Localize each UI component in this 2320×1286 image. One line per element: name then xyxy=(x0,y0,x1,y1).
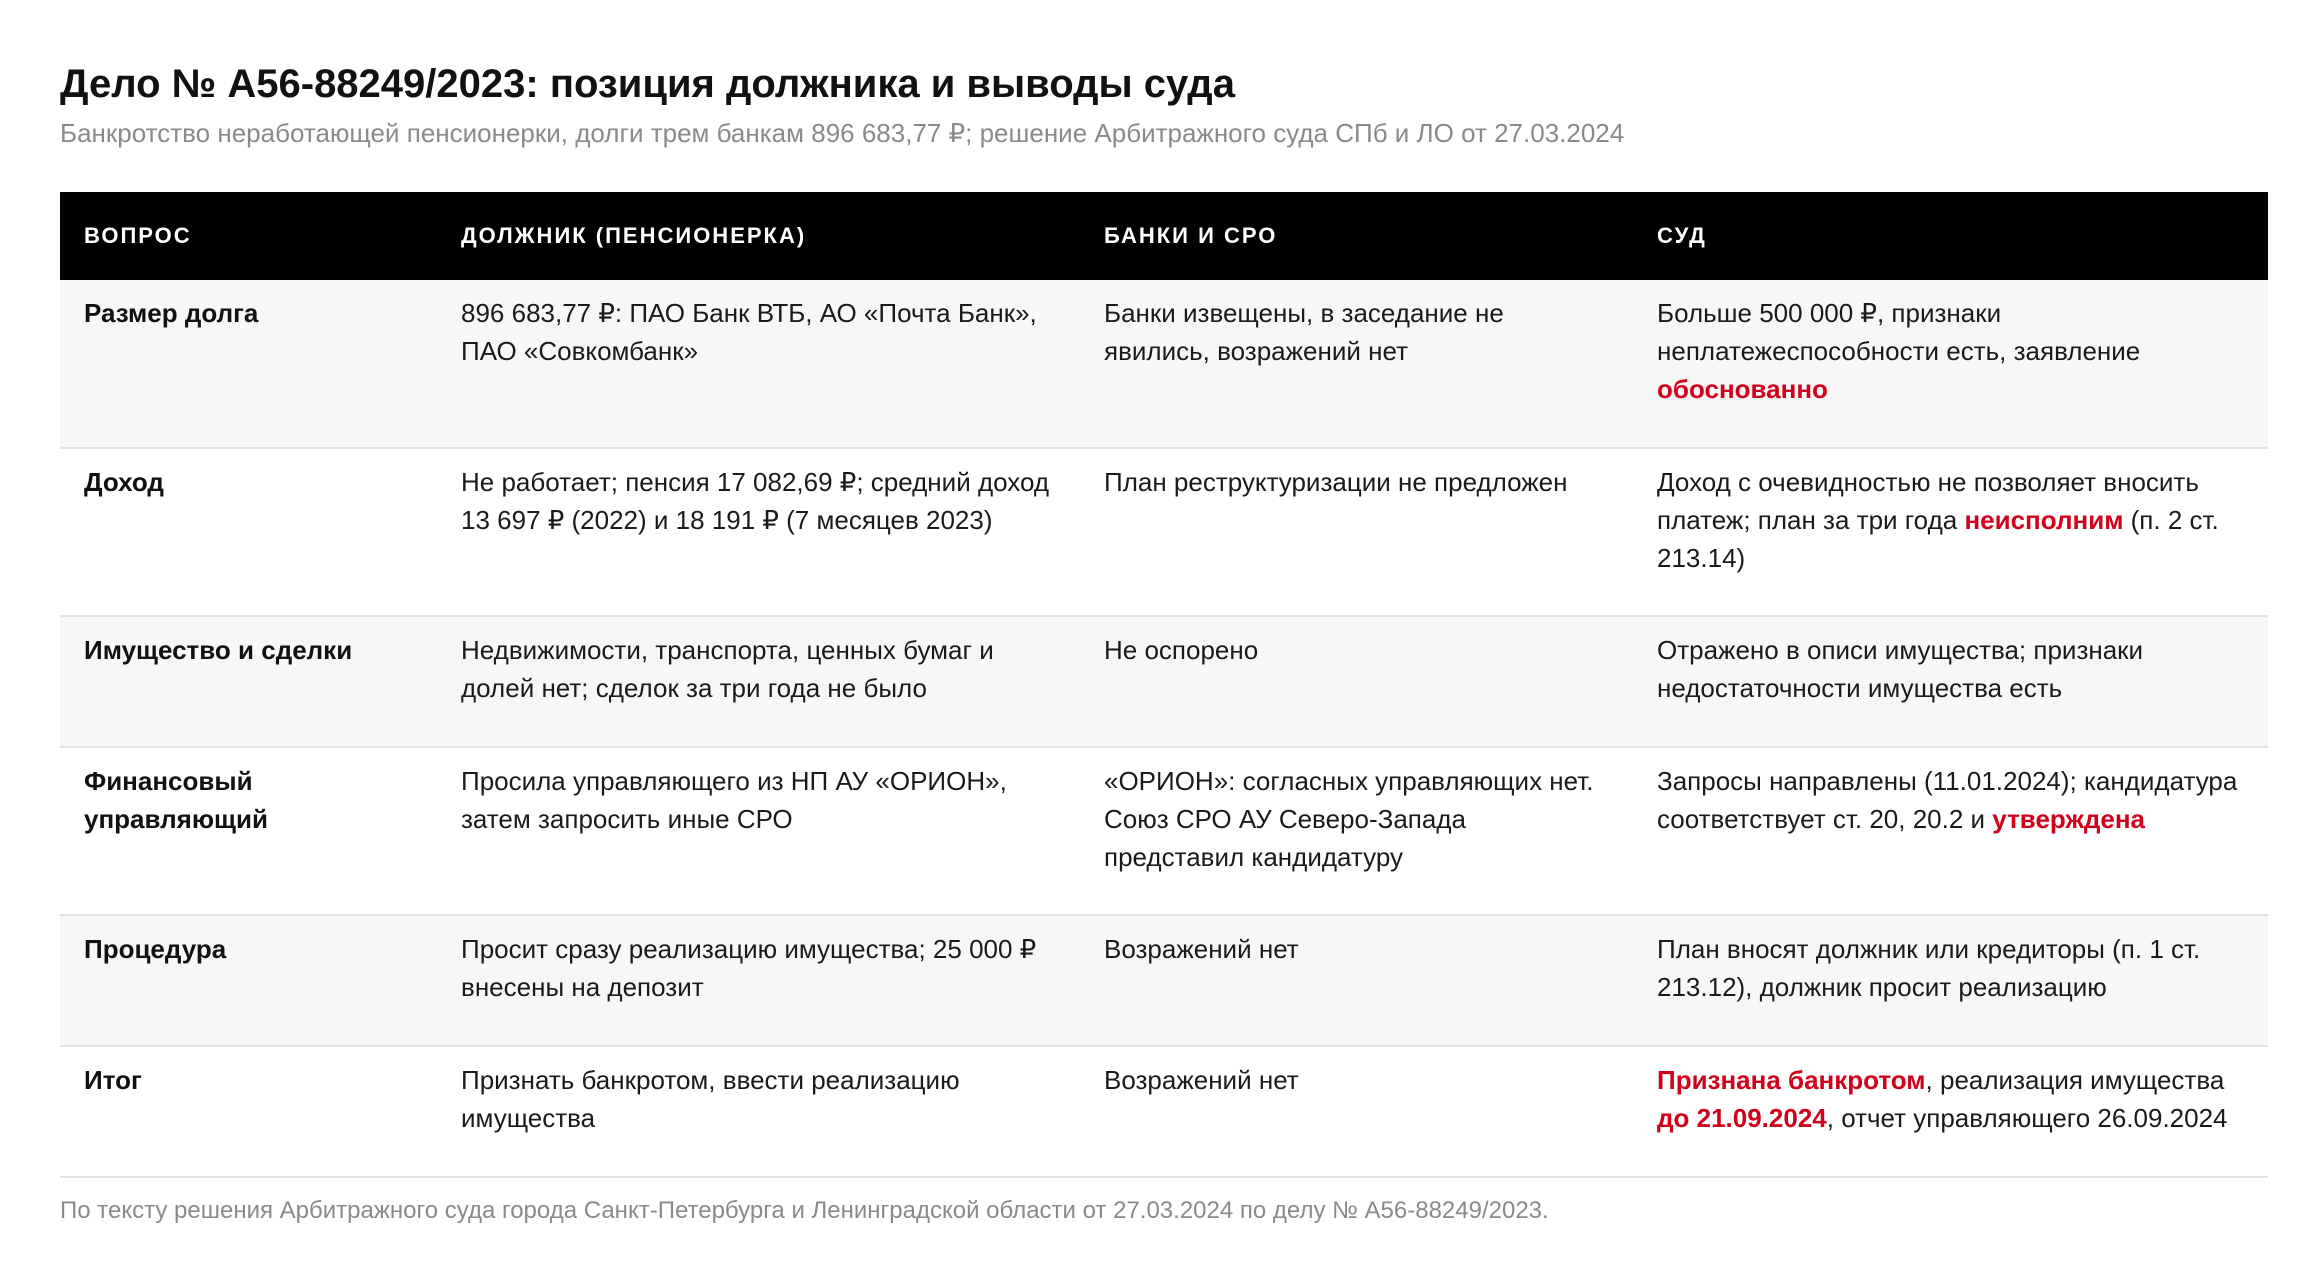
cell-court xyxy=(1633,616,2268,747)
cell-debtor: Просила управляющего из НП АУ «ОРИОН», затем запросить иные СРО xyxy=(437,747,1080,915)
page-title: Дело № А56-88249/2023: позиция должника и выводы суда xyxy=(60,62,1235,106)
cell-question: Итог xyxy=(60,1046,437,1177)
column-header-banks: БАНКИ И СРО xyxy=(1080,192,1633,280)
court-text-tail: (п. 2 ст. 213.14) xyxy=(1657,505,2219,573)
cell-debtor: Недвижимости, транспорта, ценных бумаг и долей нет; сделок за три года не было xyxy=(437,616,1080,747)
court-highlight: обоснованно xyxy=(1657,374,1828,404)
cell-court xyxy=(1633,280,2268,448)
court-text: Запросы направлены (11.01.2024); кандидатура соответствует ст. 20, 20.2 и xyxy=(1657,766,2238,834)
cell-question: Процедура xyxy=(60,915,437,1046)
cell-question: Размер долга xyxy=(60,280,437,448)
cell-question: Имущество и сделки xyxy=(60,616,437,747)
column-header-question: ВОПРОС xyxy=(60,192,437,280)
cell-banks: Банки извещены, в заседание не явились, возражений нет xyxy=(1080,280,1633,448)
cell-question: Финансовый управляющий xyxy=(60,747,437,915)
court-text: Отражено в описи имущества; признаки недостаточности имущества есть xyxy=(1657,635,2144,703)
table-row xyxy=(60,280,2268,448)
cell-banks: Возражений нет xyxy=(1080,915,1633,1046)
table-row xyxy=(60,747,2268,915)
cell-debtor: Не работает; пенсия 17 082,69 ₽; средний доход 13 697 ₽ (2022) и 18 191 ₽ (7 месяцев 2023) xyxy=(437,448,1080,616)
court-highlight: неисполним xyxy=(1964,505,2124,535)
column-header-debtor: ДОЛЖНИК (ПЕНСИОНЕРКА) xyxy=(437,192,1080,280)
cell-debtor: Просит сразу реализацию имущества; 25 000 ₽ внесены на депозит xyxy=(437,915,1080,1046)
table-row xyxy=(60,616,2268,747)
cell-banks: План реструктуризации не предложен xyxy=(1080,448,1633,616)
cell-banks: «ОРИОН»: согласных управляющих нет. Союз СРО АУ Северо-Запада представил кандидатуру xyxy=(1080,747,1633,915)
court-text: , реализация имущества xyxy=(1925,1065,2225,1095)
cell-court xyxy=(1633,1046,2268,1177)
cell-question: Доход xyxy=(60,448,437,616)
court-text-tail: , отчет управляющего 26.09.2024 xyxy=(1826,1103,2228,1133)
court-text: Доход с очевидностью не позволяет вносить платеж; план за три года xyxy=(1657,467,2199,535)
cell-court xyxy=(1633,747,2268,915)
court-highlight: Признана банкротом xyxy=(1657,1065,1926,1095)
cell-banks: Возражений нет xyxy=(1080,1046,1633,1177)
court-highlight-date: до 21.09.2024 xyxy=(1657,1103,1827,1133)
column-header-court: СУД xyxy=(1633,192,2268,280)
cell-debtor: 896 683,77 ₽: ПАО Банк ВТБ, АО «Почта Банк», ПАО «Совкомбанк» xyxy=(437,280,1080,448)
table-row xyxy=(60,915,2268,1046)
table-row xyxy=(60,448,2268,616)
page-subtitle: Банкротство неработающей пенсионерки, долги трем банкам 896 683,77 ₽; решение Арбитражного суда СПб и ЛО от 27.03.2024 xyxy=(60,118,1625,148)
court-text: План вносят должник или кредиторы (п. 1 ст. 213.12), должник просит реализацию xyxy=(1657,934,2201,1002)
source-footnote: По тексту решения Арбитражного суда города Санкт-Петербурга и Ленинградской области от 27.03.2024 по делу № А56-88249/2023. xyxy=(60,1197,1549,1224)
table-header-row xyxy=(60,192,2268,280)
table-row xyxy=(60,1046,2268,1177)
comparison-table xyxy=(60,192,2268,1178)
cell-banks: Не оспорено xyxy=(1080,616,1633,747)
cell-court xyxy=(1633,915,2268,1046)
court-text: Больше 500 000 ₽, признаки неплатежеспособности есть, заявление xyxy=(1657,298,2141,366)
cell-debtor: Признать банкротом, ввести реализацию имущества xyxy=(437,1046,1080,1177)
court-highlight: утверждена xyxy=(1992,804,2146,834)
cell-court xyxy=(1633,448,2268,616)
